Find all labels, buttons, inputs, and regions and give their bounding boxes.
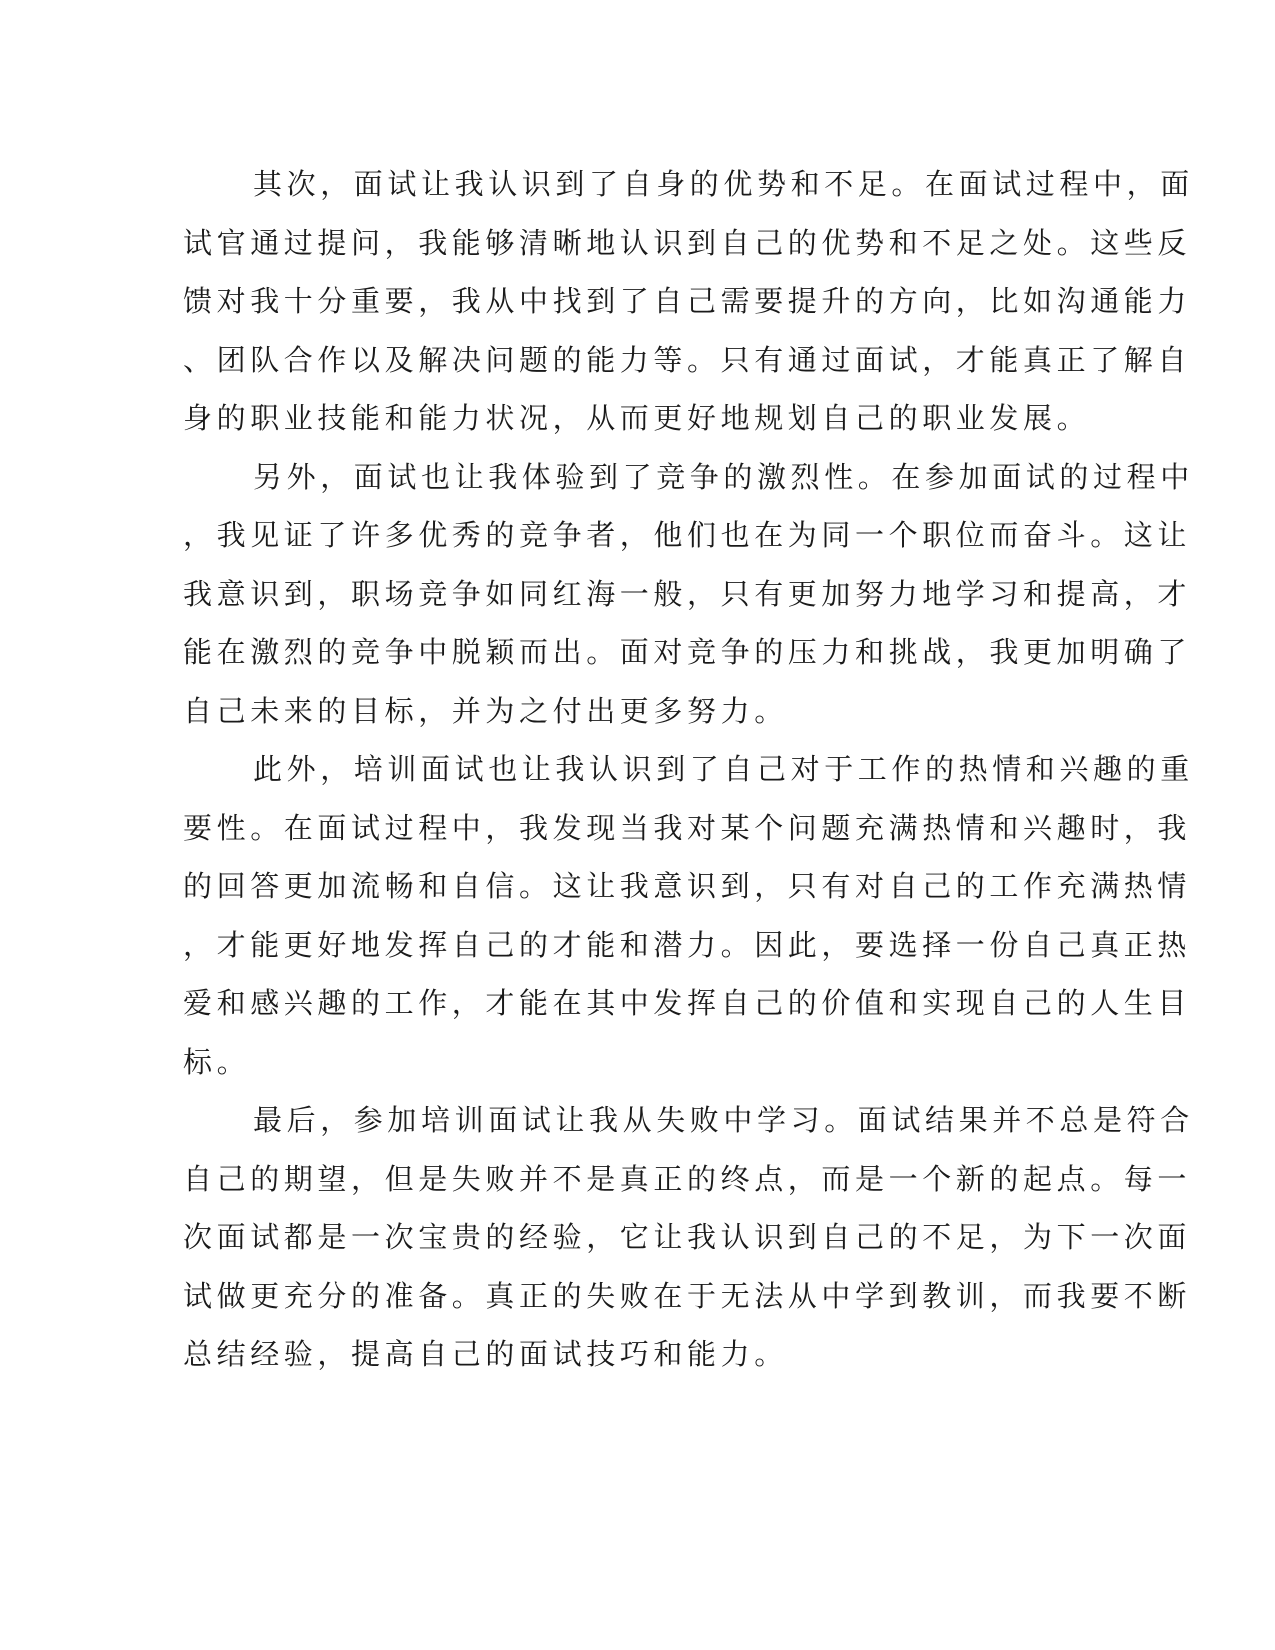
text-line: 总结经验，提高自己的面试技巧和能力。	[183, 1337, 788, 1371]
text-line: 其次，面试让我认识到了自身的优势和不足。在面试过程中，面	[253, 167, 1194, 201]
text-line: 次面试都是一次宝贵的经验，它让我认识到自己的不足，为下一次面	[183, 1220, 1192, 1254]
text-line: 爱和感兴趣的工作，才能在其中发挥自己的价值和实现自己的人生目	[183, 986, 1192, 1020]
text-line: 身的职业技能和能力状况，从而更好地规划自己的职业发展。	[183, 401, 1091, 435]
text-line: 另外，面试也让我体验到了竞争的激烈性。在参加面试的过程中	[253, 459, 1194, 494]
text-line: 我意识到，职场竞争如同红海一般，只有更加努力地学习和提高，才	[183, 576, 1192, 611]
text-line: 能在激烈的竞争中脱颖而出。面对竞争的压力和挑战，我更加明确了	[183, 635, 1192, 669]
paragraph-passion	[183, 740, 1194, 1091]
document-body	[183, 155, 1194, 1384]
paragraph-competition	[183, 448, 1194, 741]
text-line: 自己未来的目标，并为之付出更多努力。	[183, 693, 788, 728]
text-line: 、团队合作以及解决问题的能力等。只有通过面试，才能真正了解自	[183, 342, 1192, 377]
text-line: 馈对我十分重要，我从中找到了自己需要提升的方向，比如沟通能力	[183, 284, 1192, 318]
text-line: 最后，参加培训面试让我从失败中学习。面试结果并不总是符合	[253, 1103, 1194, 1137]
paragraph-learning-from-failure	[183, 1091, 1194, 1384]
text-line: 要性。在面试过程中，我发现当我对某个问题充满热情和兴趣时，我	[183, 810, 1192, 845]
text-line: 的回答更加流畅和自信。这让我意识到，只有对自己的工作充满热情	[183, 869, 1192, 903]
text-line: ，才能更好地发挥自己的才能和潜力。因此，要选择一份自己真正热	[183, 927, 1192, 962]
text-line: 试做更充分的准备。真正的失败在于无法从中学到教训，而我要不断	[183, 1278, 1192, 1313]
text-line: 标。	[183, 1044, 251, 1079]
text-line: 此外，培训面试也让我认识到了自己对于工作的热情和兴趣的重	[253, 752, 1194, 786]
text-line: ，我见证了许多优秀的竞争者，他们也在为同一个职位而奋斗。这让	[183, 518, 1192, 552]
paragraph-strengths-weaknesses	[183, 155, 1194, 448]
text-line: 试官通过提问，我能够清晰地认识到自己的优势和不足之处。这些反	[183, 225, 1192, 260]
text-line: 自己的期望，但是失败并不是真正的终点，而是一个新的起点。每一	[183, 1161, 1192, 1196]
